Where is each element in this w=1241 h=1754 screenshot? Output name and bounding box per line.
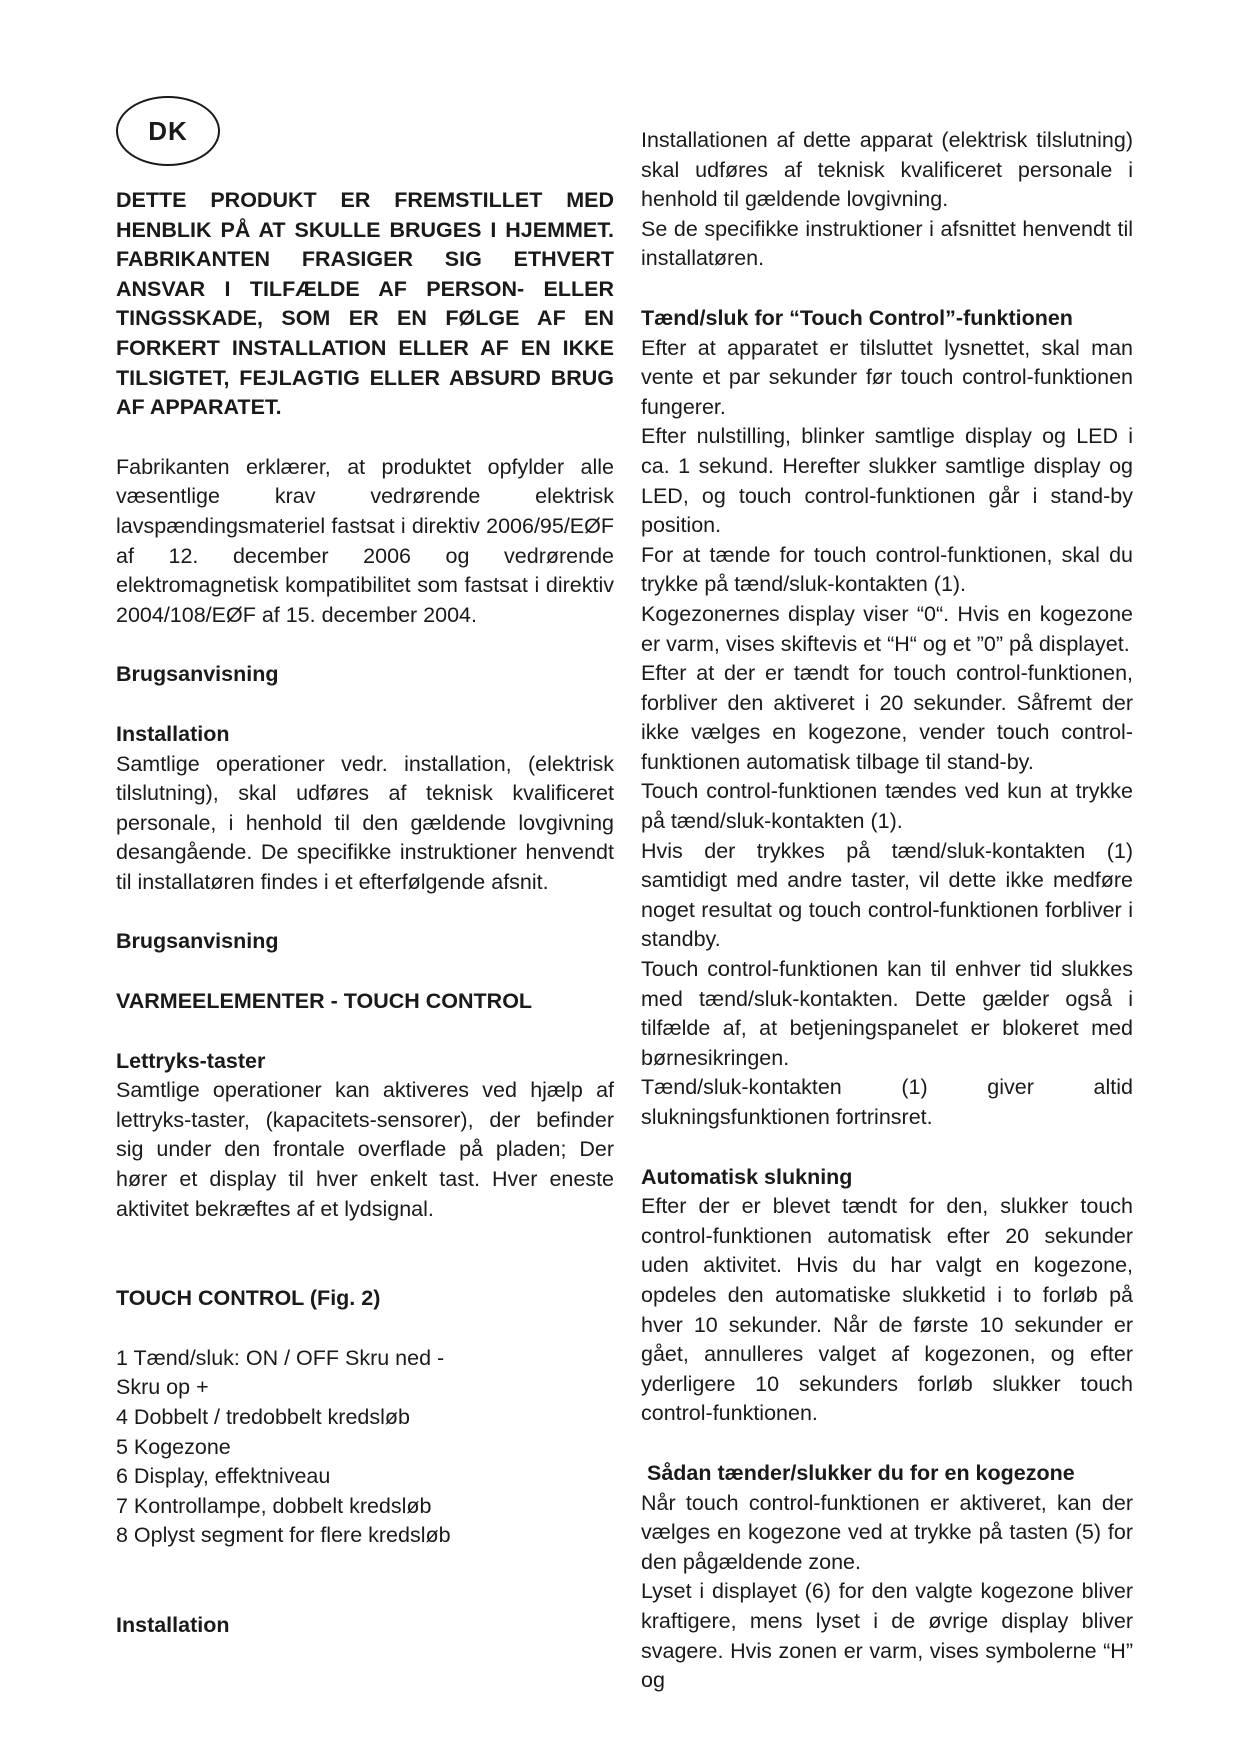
list-item: 4 Dobbelt / tredobbelt kredsløb bbox=[116, 1405, 410, 1429]
paragraph: For at tænde for touch control-funktionen, skal du trykke på tænd/sluk-kontakten (1). bbox=[641, 542, 1133, 597]
declaration-text: Fabrikanten erklærer, at produktet opfylder alle væsentlige krav vedrørende elektrisk lavspændingsmateriel fastsat i direktiv 2006/95/EØF af 12. december 2006 og vedrørende elektromagnetisk kompatibilitet som fastsat i direktiv 2004/108/EØF af 15. december 2004. bbox=[116, 454, 614, 627]
heading-lettryks-taster: Lettryks-taster bbox=[116, 1048, 266, 1073]
heading-taend-sluk: Tænd/sluk for “Touch Control”-funktionen bbox=[641, 305, 1073, 330]
right-column bbox=[641, 126, 1133, 1696]
paragraph: Når touch control-funktionen er aktiveret, kan der vælges en kogezone ved at trykke på tasten (5) for den pågældende zone. bbox=[641, 1490, 1133, 1574]
list-item: 8 Oplyst segment for flere kredsløb bbox=[116, 1523, 451, 1548]
paragraph: Efter der er blevet tændt for den, slukker touch control-funktionen automatisk efter 20 sekunder uden aktivitet. Hvis du har valgt en kogezone, opdeles den automatiske slukketid i to forløb på hver 10 sekunder. Når de første 10 sekunder er gået, annulleres valget af kogezonen, og efter yderligere 10 sekunders forløb slukker touch control-funktionen. bbox=[641, 1194, 1133, 1426]
paragraph: Tænd/sluk-kontakten (1) giver altid slukningsfunktionen fortrinsret. bbox=[641, 1075, 1133, 1129]
list-item: 6 Display, effektniveau bbox=[116, 1464, 331, 1489]
intro-text-2: Se de specifikke instruktioner i afsnittet henvendt til installatøren. bbox=[641, 216, 1133, 271]
paragraph: Lyset i displayet (6) for den valgte kogezone bliver kraftigere, mens lyset i de øvrige display bliver svagere. Hvis zonen er varm, vises symbolerne “H” og bbox=[641, 1579, 1133, 1693]
list-item: Skru op + bbox=[116, 1375, 209, 1400]
paragraph: Efter nulstilling, blinker samtlige display og LED i ca. 1 sekund. Herefter slukker samtlige display og LED, og touch control-funktionen går i stand-by position. bbox=[641, 424, 1133, 538]
heading-installation-1: Installation bbox=[116, 721, 230, 746]
paragraph: Efter at apparatet er tilsluttet lysnettet, skal man vente et par sekunder før touch control-funktionen fungerer. bbox=[641, 335, 1133, 419]
paragraph: Touch control-funktionen kan til enhver tid slukkes med tænd/sluk-kontakten. Dette gælder også i tilfælde af, at betjeningspanelet er blokeret med børnesikringen. bbox=[641, 957, 1133, 1070]
paragraph: Touch control-funktionen tændes ved kun at trykke på tænd/sluk-kontakten (1). bbox=[641, 779, 1133, 834]
paragraph: Kogezonernes display viser “0“. Hvis en kogezone er varm, vises skiftevis et “H“ og et ”0” på displayet. bbox=[641, 601, 1133, 656]
heading-touch-control: TOUCH CONTROL (Fig. 2) bbox=[116, 1286, 381, 1311]
lettryks-text: Samtlige operationer kan aktiveres ved hjælp af lettryks-taster, (kapacitets-sensorer), der befinder sig under den frontale overflade på pladen; Der hører et display til hver enkelt tast. Hver eneste aktivitet bekræftes af et lydsignal. bbox=[116, 1078, 614, 1221]
list-item: 7 Kontrollampe, dobbelt kredsløb bbox=[116, 1493, 432, 1518]
paragraph: Efter at der er tændt for touch control-funktionen, forbliver den aktiveret i 20 sekunder. Såfremt der ikke vælges en kogezone, vender touch control-funktionen automatisk tilbage til stand-by. bbox=[641, 661, 1133, 774]
intro-text: Installationen af dette apparat (elektrisk tilslutning) skal udføres af teknisk kvalificeret personale i henhold til gældende lovgivning. bbox=[641, 128, 1133, 212]
installation-text: Samtlige operationer vedr. installation, (elektrisk tilslutning), skal udføres af teknisk kvalificeret personale, i henhold til den gældende lovgivning desangående. De specifikke instruktioner henvendt til installatøren findes i et efterfølgende afsnit. bbox=[116, 751, 614, 894]
list-item: 5 Kogezone bbox=[116, 1434, 231, 1459]
legend-list bbox=[116, 1344, 614, 1551]
language-badge: DK bbox=[116, 96, 220, 166]
heading-automatisk-slukning: Automatisk slukning bbox=[641, 1164, 853, 1189]
list-item: 1 Tænd/sluk: ON / OFF Skru ned - bbox=[116, 1345, 445, 1370]
left-column bbox=[116, 186, 614, 1641]
heading-saadan: Sådan tænder/slukker du for en kogezone bbox=[647, 1460, 1075, 1485]
heading-brugsanvisning-2: Brugsanvisning bbox=[116, 929, 279, 954]
heading-installation-2: Installation bbox=[116, 1612, 230, 1637]
heading-varmeelementer: VARMEELEMENTER - TOUCH CONTROL bbox=[116, 989, 533, 1014]
paragraph: Hvis der trykkes på tænd/sluk-kontakten (1) samtidigt med andre taster, vil dette ikke medføre noget resultat og touch control-funktionen forbliver i standby. bbox=[641, 838, 1133, 952]
warning-text: DETTE PRODUKT ER FREMSTILLET MED HENBLIK PÅ AT SKULLE BRUGES I HJEMMET. FABRIKANTEN FRASIGER SIG ETHVERT ANSVAR I TILFÆLDE AF PERSON- ELLER TINGSSKADE, SOM ER EN FØLGE AF EN FORKERT INSTALLATION ELLER AF EN IKKE TILSIGTET, FEJLAGTIG ELLER ABSURD BRUG AF APPARATET. bbox=[116, 188, 614, 420]
heading-brugsanvisning-1: Brugsanvisning bbox=[116, 662, 279, 687]
